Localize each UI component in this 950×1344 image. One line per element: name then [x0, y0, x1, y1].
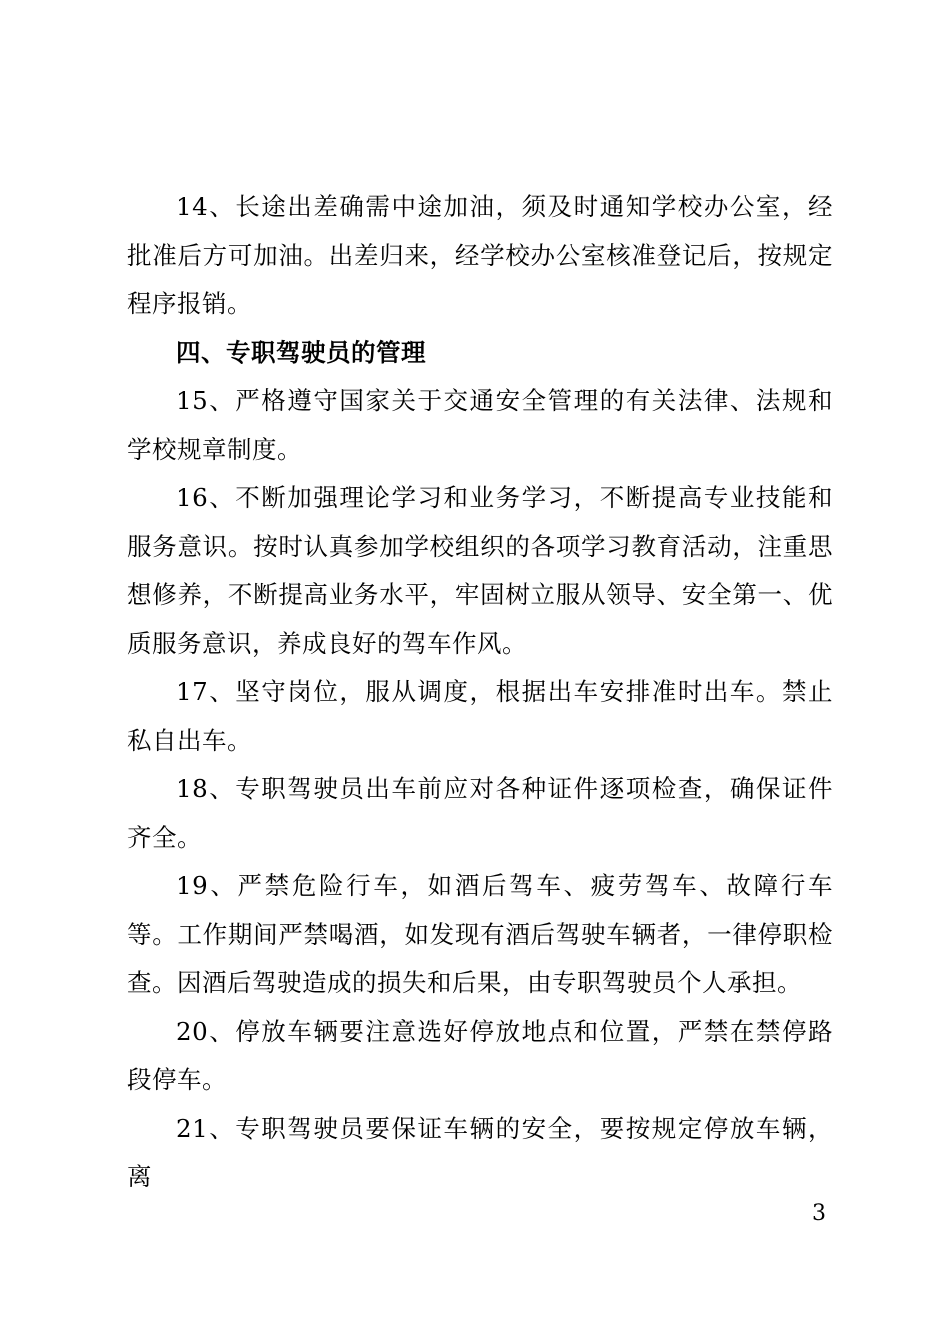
paragraph-14: 14、长途出差确需中途加油，须及时通知学校办公室，经批准后方可加油。出差归来，经学校办公室核准登记后，按规定程序报销。 [127, 192, 833, 318]
paragraph-18: 18、专职驾驶员出车前应对各种证件逐项检查，确保证件齐全。 [127, 774, 833, 852]
paragraph-21: 21、专职驾驶员要保证车辆的安全，要按规定停放车辆，离 [127, 1113, 833, 1191]
document-body [127, 183, 833, 1202]
paragraph-20: 20、停放车辆要注意选好停放地点和位置，严禁在禁停路段停车。 [127, 1016, 833, 1094]
paragraph-19: 19、严禁危险行车，如酒后驾车、疲劳驾车、故障行车等。工作期间严禁喝酒，如发现有酒后驾驶车辆者，一律停职检查。因酒后驾驶造成的损失和后果，由专职驾驶员个人承担。 [127, 871, 833, 997]
page-number: 3 [812, 1201, 826, 1226]
paragraph-16: 16、不断加强理论学习和业务学习，不断提高专业技能和服务意识。按时认真参加学校组织的各项学习教育活动，注重思想修养，不断提高业务水平，牢固树立服从领导、安全第一、优质服务意识，养成良好的驾车作风。 [127, 483, 833, 658]
section-heading: 四、专职驾驶员的管理 [176, 337, 426, 367]
paragraph-15: 15、严格遵守国家关于交通安全管理的有关法律、法规和学校规章制度。 [127, 386, 833, 464]
paragraph-17: 17、坚守岗位，服从调度，根据出车安排准时出车。禁止私自出车。 [127, 677, 833, 755]
